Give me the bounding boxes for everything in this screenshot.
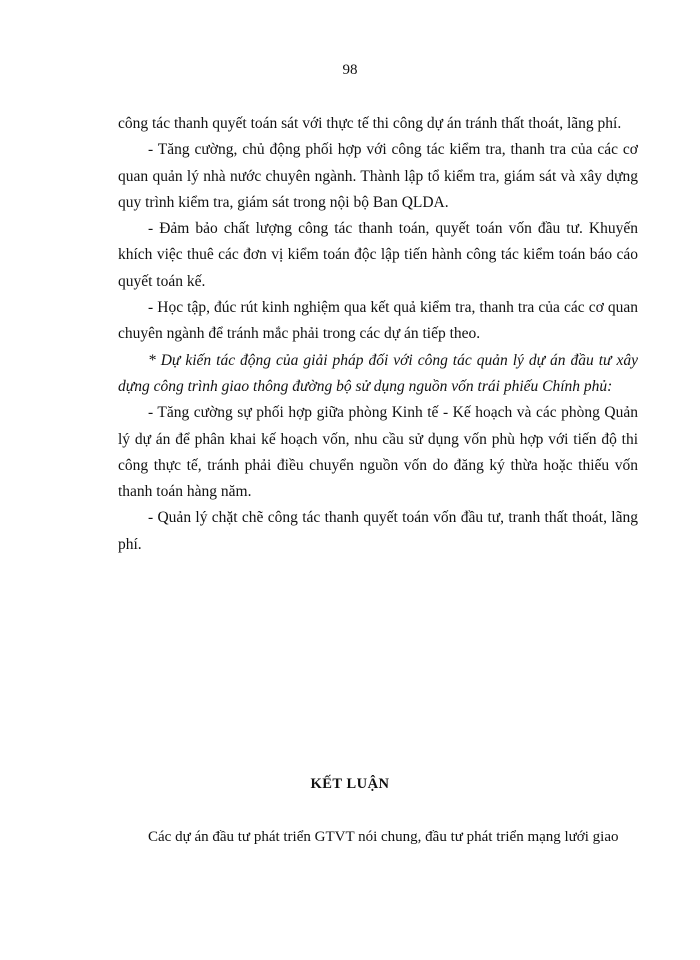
paragraph-coordination: - Tăng cường sự phối hợp giữa phòng Kinh tế - Kế hoạch và các phòng Quản lý dự án để phân khai kế hoạch vốn, nhu cầu sử dụng vốn phù hợp với tiến độ thi công thực tế, tránh phải điều chuyển nguồn vốn do đăng ký thừa hoặc thiếu vốn thanh toán hàng năm. bbox=[118, 404, 638, 501]
paragraph-cooperation: - Tăng cường, chủ động phối hợp với công tác kiểm tra, thanh tra của các cơ quan quản lý nhà nước chuyên ngành. Thành lập tổ kiểm tra, giám sát và xây dựng quy trình kiểm tra, giám sát trong nội bộ Ban QLDA. bbox=[118, 141, 638, 211]
conclusion-text: Các dự án đầu tư phát triển GTVT nói chung, đầu tư phát triển mạng lưới giao bbox=[148, 829, 619, 845]
page-number: 98 bbox=[342, 62, 358, 78]
conclusion-heading: KẾT LUẬN bbox=[310, 776, 390, 792]
paragraph-continuation: công tác thanh quyết toán sát với thực tế thi công dự án tránh thất thoát, lãng phí. bbox=[118, 115, 622, 132]
paragraph-strict-management: - Quản lý chặt chẽ công tác thanh quyết toán vốn đầu tư, tranh thất thoát, lãng phí. bbox=[118, 509, 638, 553]
body-text bbox=[118, 111, 638, 558]
paragraph-quality-assurance: - Đảm bảo chất lượng công tác thanh toán, quyết toán vốn đầu tư. Khuyến khích việc thuê các đơn vị kiểm toán độc lập tiến hành công tác kiểm toán báo cáo quyết toán kế. bbox=[118, 220, 638, 290]
paragraph-lessons-learned: - Học tập, đúc rút kinh nghiệm qua kết quả kiểm tra, thanh tra của các cơ quan chuyên ngành để tránh mắc phải trong các dự án tiếp theo. bbox=[118, 299, 638, 343]
paragraph-expected-impact: * Dự kiến tác động của giải pháp đối với công tác quản lý dự án đầu tư xây dựng công trình giao thông đường bộ sử dụng nguồn vốn trái phiếu Chính phủ: bbox=[118, 351, 638, 395]
